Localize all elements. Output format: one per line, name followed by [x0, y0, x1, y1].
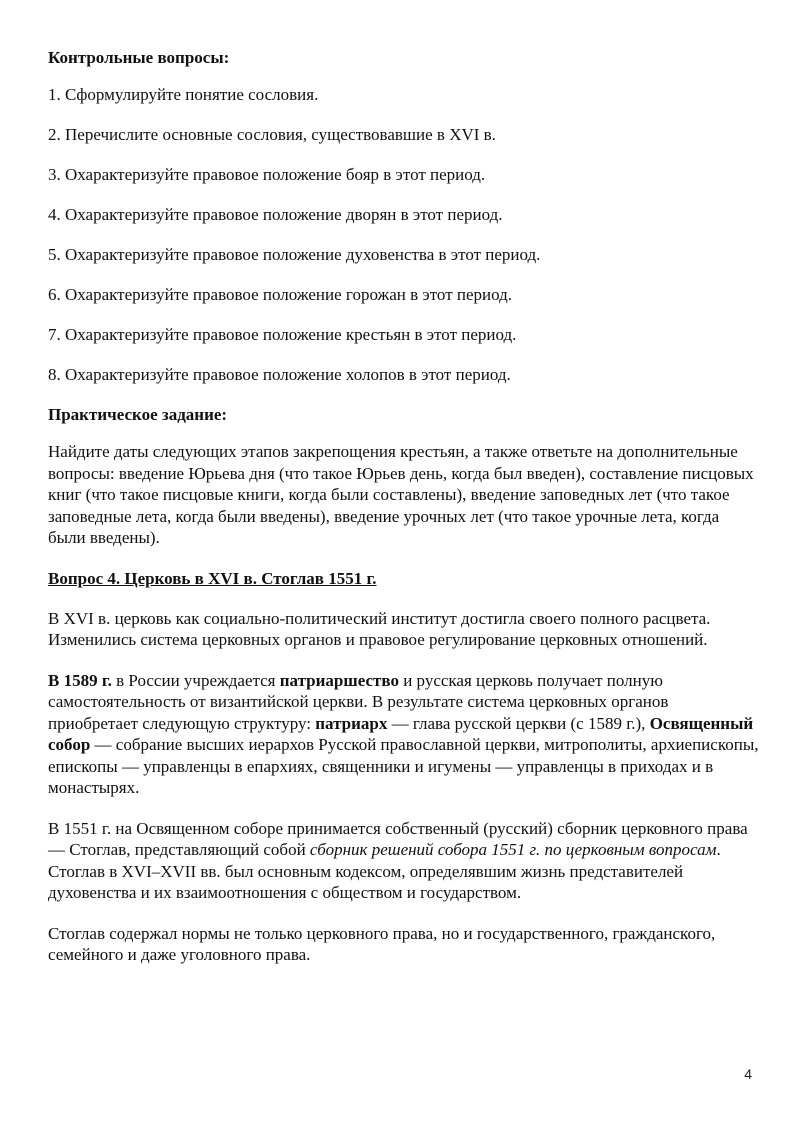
- control-questions-heading: Контрольные вопросы:: [48, 48, 230, 67]
- paragraph-patriarchate: [48, 670, 760, 799]
- question-item: 3. Охарактеризуйте правовое положение бояр в этот период.: [48, 165, 486, 184]
- bold-text: патриаршество: [279, 670, 399, 690]
- text-span: В 1551 г. на Освященном соборе принимается собственный (русский) сборник церковного права — Стоглав, представляющий собой: [48, 818, 748, 859]
- document-page: [48, 47, 760, 985]
- question-item: 8. Охарактеризуйте правовое положение холопов в этот период.: [48, 365, 511, 384]
- text-span: . Стоглав в XVI–XVII вв. был основным кодексом, определявшим жизнь представителей духовенства и их взаимоотношения с обществом и государством.: [48, 840, 721, 902]
- bold-text: В 1589 г.: [48, 670, 112, 690]
- paragraph-church-intro: В XVI в. церковь как социально-политический институт достигла своего полного расцвета. Изменились система церковных органов и правовое регулирование церковных отношений.: [48, 608, 711, 649]
- question-item: 2. Перечислите основные сословия, существовавшие в XVI в.: [48, 125, 496, 144]
- practical-task-heading: Практическое задание:: [48, 405, 228, 424]
- question-item: 4. Охарактеризуйте правовое положение дворян в этот период.: [48, 205, 503, 224]
- question-item: 7. Охарактеризуйте правовое положение крестьян в этот период.: [48, 325, 517, 344]
- text-span: и русская церковь получает полную самостоятельность от византийской церкви. В результате система церковных органов приобретает следующую структуру:: [48, 670, 669, 733]
- question-item: 6. Охарактеризуйте правовое положение горожан в этот период.: [48, 285, 513, 304]
- page-number: 4: [744, 1066, 752, 1082]
- section-title: Вопрос 4. Церковь в XVI в. Стоглав 1551 г.: [48, 568, 377, 588]
- bold-text: Освященный собор: [48, 713, 754, 754]
- practical-task-text: Найдите даты следующих этапов закрепощения крестьян, а также ответьте на дополнительные вопросы: введение Юрьева дня (что такое Юрьев день, когда был введен), составление писцовых книг (что такое писцовые книги, когда были составлены), введение заповедных лет (что такое заповедные лета, когда были введены), введение урочных лет (что такое урочные лета, когда были введены).: [48, 442, 754, 547]
- text-span: — глава русской церкви (с 1589 г.),: [387, 713, 650, 733]
- text-span: в России учреждается: [111, 670, 280, 690]
- italic-text: сборник решений собора 1551 г. по церковным вопросам: [309, 840, 717, 859]
- bold-text: патриарх: [315, 713, 388, 733]
- question-item: 5. Охарактеризуйте правовое положение духовенства в этот период.: [48, 245, 541, 264]
- paragraph-stoglav-norms: Стоглав содержал нормы не только церковного права, но и государственного, гражданского, семейного и даже уголовного права.: [48, 923, 716, 964]
- paragraph-stoglav: [48, 818, 760, 904]
- question-item: 1. Сформулируйте понятие сословия.: [48, 85, 319, 104]
- text-span: — собрание высших иерархов Русской православной церкви, митрополиты, архиепископы, епископы — управленцы в епархиях, священники и игумены — управленцы в приходах и в монастырях.: [48, 735, 759, 797]
